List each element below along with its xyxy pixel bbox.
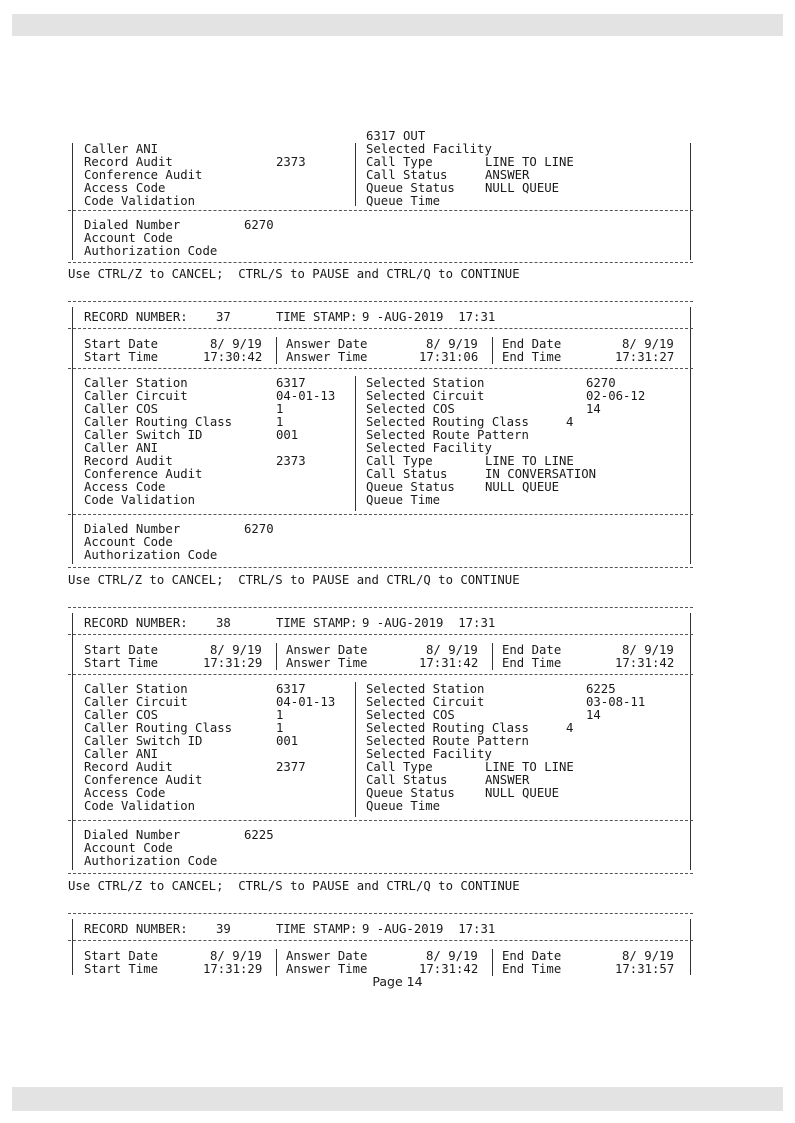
divider bbox=[68, 873, 693, 874]
field-label: Record Audit bbox=[84, 155, 173, 169]
end-time: 17:31:42 bbox=[615, 656, 675, 670]
selected-station: 6270 bbox=[586, 376, 616, 390]
start-time: 17:30:42 bbox=[203, 350, 263, 364]
field-label: Selected Circuit bbox=[366, 695, 485, 709]
answer-date-label: Answer Date bbox=[286, 337, 368, 351]
cancel-message: Use CTRL/Z to CANCEL; CTRL/S to PAUSE and CTRL/Q to CONTINUE bbox=[68, 573, 520, 587]
time-stamp: 9 -AUG-2019 17:31 bbox=[362, 922, 496, 936]
end-date: 8/ 9/19 bbox=[622, 643, 674, 657]
field-label: Selected Station bbox=[366, 376, 485, 390]
field-label: Selected Facility bbox=[366, 441, 492, 455]
right-border bbox=[690, 307, 691, 564]
dialed-number-value: 6270 bbox=[244, 522, 274, 536]
call-type: LINE TO LINE bbox=[485, 454, 574, 468]
answer-date-label: Answer Date bbox=[286, 949, 368, 963]
column-divider bbox=[355, 376, 356, 511]
call-status: ANSWER bbox=[485, 773, 530, 787]
selected-routing-class: 4 bbox=[566, 721, 574, 735]
field-label: Selected Facility bbox=[366, 142, 492, 156]
caller-cos: 1 bbox=[276, 402, 284, 416]
field-label: Access Code bbox=[84, 480, 166, 494]
field-label: Record Audit bbox=[84, 454, 173, 468]
selected-station: 6225 bbox=[586, 682, 616, 696]
field-label: Selected Circuit bbox=[366, 389, 485, 403]
selected-cos: 14 bbox=[586, 402, 601, 416]
field-label: Account Code bbox=[84, 535, 173, 549]
end-time-label: End Time bbox=[502, 656, 562, 670]
record-number-label: RECORD NUMBER: bbox=[84, 616, 188, 630]
field-label: Conference Audit bbox=[84, 168, 203, 182]
record-audit: 2373 bbox=[276, 454, 306, 468]
record-audit: 2377 bbox=[276, 760, 306, 774]
start-time-label: Start Time bbox=[84, 350, 159, 364]
field-label: Caller Station bbox=[84, 376, 188, 390]
field-label: Queue Status bbox=[366, 181, 455, 195]
divider bbox=[68, 368, 693, 369]
column-divider bbox=[276, 949, 277, 976]
left-border bbox=[72, 307, 73, 564]
time-stamp: 9 -AUG-2019 17:31 bbox=[362, 616, 496, 630]
end-date: 8/ 9/19 bbox=[622, 337, 674, 351]
record-number: 38 bbox=[216, 616, 231, 630]
field-label: Account Code bbox=[84, 841, 173, 855]
field-label: Dialed Number bbox=[84, 218, 181, 232]
column-divider bbox=[492, 643, 493, 670]
field-label: Selected Route Pattern bbox=[366, 428, 529, 442]
right-border bbox=[690, 143, 691, 260]
divider bbox=[68, 301, 693, 302]
field-label: Caller Station bbox=[84, 682, 188, 696]
caller-station: 6317 bbox=[276, 682, 306, 696]
field-label: Call Status bbox=[366, 168, 448, 182]
column-divider bbox=[276, 643, 277, 670]
record-number-label: RECORD NUMBER: bbox=[84, 922, 188, 936]
end-date-label: End Date bbox=[502, 337, 562, 351]
caller-switch-id: 001 bbox=[276, 734, 299, 748]
field-label: Queue Time bbox=[366, 493, 441, 507]
caller-cos: 1 bbox=[276, 708, 284, 722]
field-value: NULL QUEUE bbox=[485, 181, 560, 195]
start-time: 17:31:29 bbox=[203, 962, 263, 976]
time-stamp-label: TIME STAMP: bbox=[276, 922, 358, 936]
answer-time: 17:31:42 bbox=[419, 962, 479, 976]
column-divider bbox=[492, 337, 493, 364]
field-label: Selected COS bbox=[366, 708, 455, 722]
end-time-label: End Time bbox=[502, 962, 562, 976]
start-date-label: Start Date bbox=[84, 949, 159, 963]
call-status: IN CONVERSATION bbox=[485, 467, 597, 481]
divider bbox=[68, 913, 693, 914]
field-label: Queue Status bbox=[366, 786, 455, 800]
field-label: Code Validation bbox=[84, 194, 196, 208]
answer-time: 17:31:06 bbox=[419, 350, 479, 364]
answer-date: 8/ 9/19 bbox=[426, 643, 478, 657]
field-label: Caller COS bbox=[84, 402, 159, 416]
start-date: 8/ 9/19 bbox=[210, 643, 262, 657]
field-label: Conference Audit bbox=[84, 773, 203, 787]
field-value: LINE TO LINE bbox=[485, 155, 574, 169]
field-label: Caller Switch ID bbox=[84, 428, 203, 442]
record-number-label: RECORD NUMBER: bbox=[84, 310, 188, 324]
field-label: Call Status bbox=[366, 467, 448, 481]
field-label: Queue Status bbox=[366, 480, 455, 494]
start-date: 8/ 9/19 bbox=[210, 337, 262, 351]
caller-switch-id: 001 bbox=[276, 428, 299, 442]
answer-date: 8/ 9/19 bbox=[426, 337, 478, 351]
column-divider bbox=[355, 682, 356, 817]
divider bbox=[68, 210, 693, 211]
field-label: Selected Facility bbox=[366, 747, 492, 761]
field-label: Caller Circuit bbox=[84, 695, 188, 709]
field-label: Authorization Code bbox=[84, 854, 218, 868]
queue-status: NULL QUEUE bbox=[485, 786, 560, 800]
answer-date: 8/ 9/19 bbox=[426, 949, 478, 963]
selected-routing-class: 4 bbox=[566, 415, 574, 429]
caller-routing-class: 1 bbox=[276, 721, 284, 735]
end-time: 17:31:27 bbox=[615, 350, 675, 364]
field-label: Caller Routing Class bbox=[84, 721, 233, 735]
left-border bbox=[72, 919, 73, 975]
answer-time-label: Answer Time bbox=[286, 962, 368, 976]
cancel-message: Use CTRL/Z to CANCEL; CTRL/S to PAUSE and CTRL/Q to CONTINUE bbox=[68, 879, 520, 893]
field-label: Selected COS bbox=[366, 402, 455, 416]
end-date: 8/ 9/19 bbox=[622, 949, 674, 963]
field-label: Authorization Code bbox=[84, 548, 218, 562]
divider bbox=[68, 634, 693, 635]
field-label: Call Type bbox=[366, 155, 433, 169]
field-label: Access Code bbox=[84, 786, 166, 800]
start-time: 17:31:29 bbox=[203, 656, 263, 670]
cancel-message: Use CTRL/Z to CANCEL; CTRL/S to PAUSE and CTRL/Q to CONTINUE bbox=[68, 267, 520, 281]
field-label: Code Validation bbox=[84, 493, 196, 507]
start-time-label: Start Time bbox=[84, 656, 159, 670]
end-time-label: End Time bbox=[502, 350, 562, 364]
scan-bottom-band bbox=[12, 1087, 783, 1111]
field-label: Queue Time bbox=[366, 799, 441, 813]
field-label: Call Status bbox=[366, 773, 448, 787]
divider bbox=[68, 607, 693, 608]
field-value: ANSWER bbox=[485, 168, 530, 182]
answer-time: 17:31:42 bbox=[419, 656, 479, 670]
field-label: Selected Station bbox=[366, 682, 485, 696]
field-label: Record Audit bbox=[84, 760, 173, 774]
field-label: Caller ANI bbox=[84, 441, 159, 455]
answer-time-label: Answer Time bbox=[286, 350, 368, 364]
time-stamp: 9 -AUG-2019 17:31 bbox=[362, 310, 496, 324]
field-label: Account Code bbox=[84, 231, 173, 245]
right-border bbox=[690, 919, 691, 975]
field-label: Dialed Number bbox=[84, 828, 181, 842]
record-number: 37 bbox=[216, 310, 231, 324]
field-label: Code Validation bbox=[84, 799, 196, 813]
divider bbox=[68, 940, 693, 941]
out-line: 6317 OUT bbox=[366, 129, 426, 143]
record-number: 39 bbox=[216, 922, 231, 936]
field-label: Caller COS bbox=[84, 708, 159, 722]
column-divider bbox=[355, 143, 356, 206]
start-date-label: Start Date bbox=[84, 337, 159, 351]
scan-top-band bbox=[12, 14, 783, 36]
selected-circuit: 02-06-12 bbox=[586, 389, 646, 403]
right-border bbox=[690, 613, 691, 870]
end-time: 17:31:57 bbox=[615, 962, 675, 976]
field-label: Authorization Code bbox=[84, 244, 218, 258]
dialed-number-value: 6225 bbox=[244, 828, 274, 842]
field-label: Selected Route Pattern bbox=[366, 734, 529, 748]
answer-date-label: Answer Date bbox=[286, 643, 368, 657]
caller-station: 6317 bbox=[276, 376, 306, 390]
left-border bbox=[72, 613, 73, 870]
field-label: Access Code bbox=[84, 181, 166, 195]
divider bbox=[68, 262, 693, 263]
field-label: Caller Routing Class bbox=[84, 415, 233, 429]
field-label: Caller ANI bbox=[84, 747, 159, 761]
time-stamp-label: TIME STAMP: bbox=[276, 616, 358, 630]
start-time-label: Start Time bbox=[84, 962, 159, 976]
field-label: Queue Time bbox=[366, 194, 441, 208]
time-stamp-label: TIME STAMP: bbox=[276, 310, 358, 324]
field-label: Call Type bbox=[366, 760, 433, 774]
column-divider bbox=[276, 337, 277, 364]
divider bbox=[68, 567, 693, 568]
queue-status: NULL QUEUE bbox=[485, 480, 560, 494]
end-date-label: End Date bbox=[502, 949, 562, 963]
answer-time-label: Answer Time bbox=[286, 656, 368, 670]
left-border bbox=[72, 143, 73, 260]
caller-circuit: 04-01-13 bbox=[276, 389, 336, 403]
start-date-label: Start Date bbox=[84, 643, 159, 657]
divider bbox=[68, 514, 693, 515]
field-value: 2373 bbox=[276, 155, 306, 169]
column-divider bbox=[492, 949, 493, 976]
divider bbox=[68, 674, 693, 675]
start-date: 8/ 9/19 bbox=[210, 949, 262, 963]
divider bbox=[68, 328, 693, 329]
selected-cos: 14 bbox=[586, 708, 601, 722]
field-label: Caller Switch ID bbox=[84, 734, 203, 748]
divider bbox=[68, 820, 693, 821]
field-label: Caller Circuit bbox=[84, 389, 188, 403]
caller-routing-class: 1 bbox=[276, 415, 284, 429]
field-label: Dialed Number bbox=[84, 522, 181, 536]
dialed-number-value: 6270 bbox=[244, 218, 274, 232]
field-label: Caller ANI bbox=[84, 142, 159, 156]
page-number: Page 14 bbox=[372, 974, 423, 989]
field-label: Selected Routing Class bbox=[366, 415, 529, 429]
field-label: Call Type bbox=[366, 454, 433, 468]
caller-circuit: 04-01-13 bbox=[276, 695, 336, 709]
field-label: Conference Audit bbox=[84, 467, 203, 481]
call-type: LINE TO LINE bbox=[485, 760, 574, 774]
field-label: Selected Routing Class bbox=[366, 721, 529, 735]
selected-circuit: 03-08-11 bbox=[586, 695, 646, 709]
end-date-label: End Date bbox=[502, 643, 562, 657]
